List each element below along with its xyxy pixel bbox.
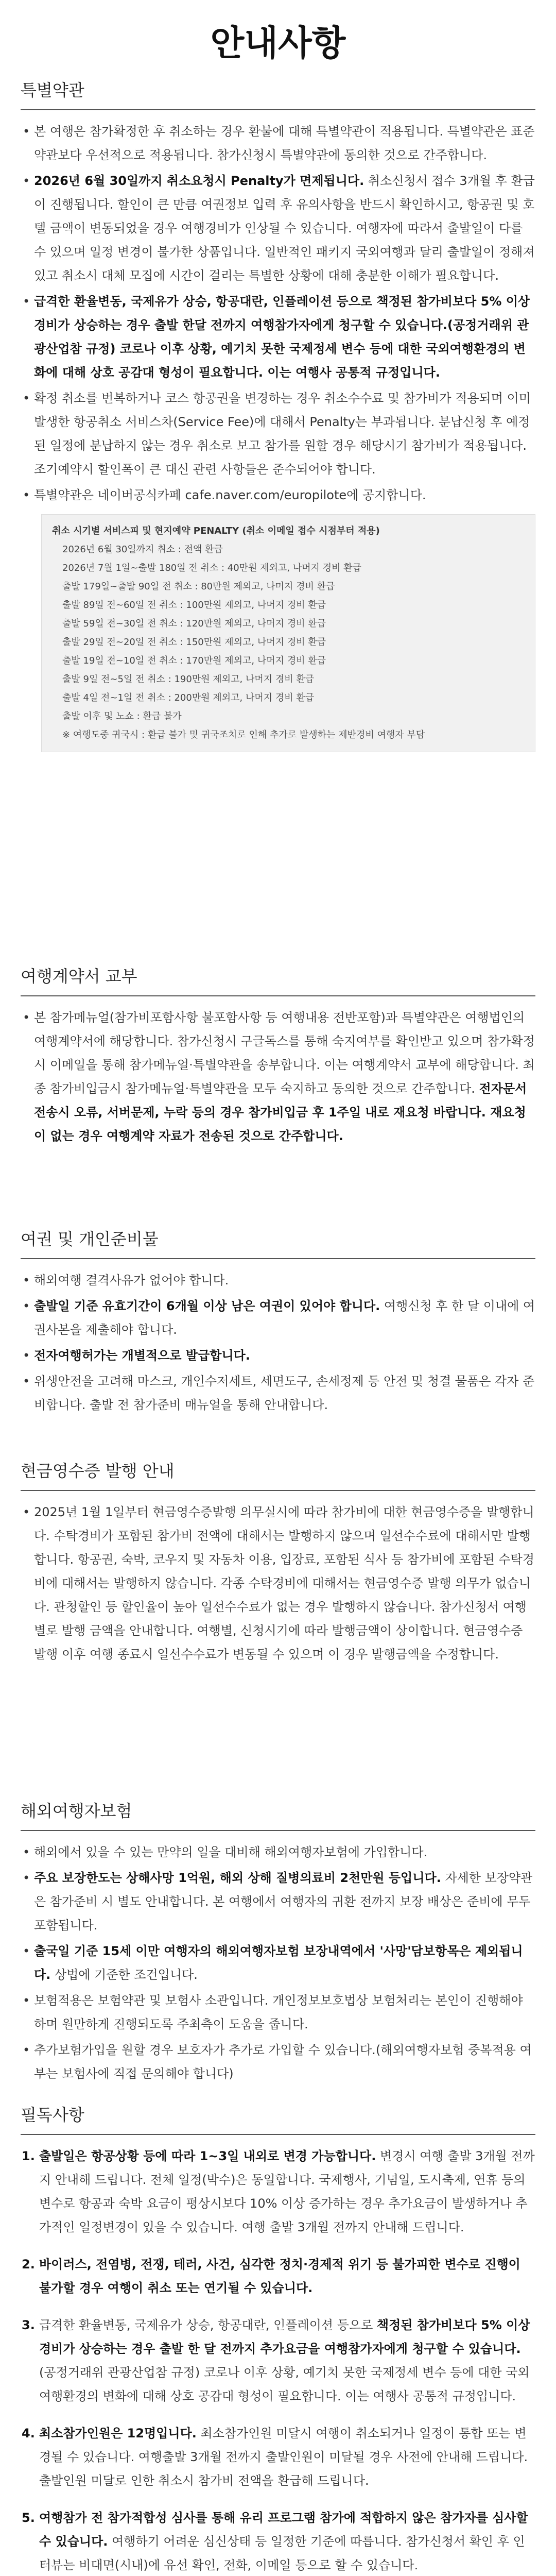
- required-item-post: 변경시 여행 출발 3개월 전까지 안내해 드립니다. 전체 일정(박수)은 동일합니다. 국제행사, 기념일, 도시축제, 연휴 등의 변수로 항공과 숙박 요금이 평상시보다 10% 이상 증가하는 경우 추가요금이 발생하거나 추가적인 일정변경이 있을 수 있습니다. 여행 출발 3개월 전까지 안내해 드립니다.: [39, 2149, 535, 2234]
- insurance-item: [34, 1939, 535, 1987]
- page-title: 안내사항: [210, 23, 346, 64]
- passport-item-bold: 전자여행허가는 개별적으로 발급합니다.: [34, 1348, 250, 1363]
- fee-table-row: 출발 4일 전~1일 전 취소 : 200만원 제외고, 나머지 경비 환급: [62, 692, 315, 703]
- required-item: [22, 2313, 535, 2408]
- passport-item-pre: 위생안전을 고려해 마스크, 개인수저세트, 세면도구, 손세정제 등 안전 및 청결 물품은 각자 준비합니다. 출발 전 참가준비 매뉴얼을 통해 안내합니다.: [34, 1374, 535, 1412]
- special-terms-item-pre: 본 여행은 참가확정한 후 취소하는 경우 환불에 대해 특별약관이 적용됩니다. 특별약관은 표준약관보다 우선적으로 적용됩니다. 참가신청시 특별약관에 동의한 것으로 간주합니다.: [34, 124, 535, 162]
- special-terms-item: [34, 120, 535, 167]
- insurance-list: [21, 1840, 535, 2086]
- section-required: [0, 2102, 556, 2576]
- fee-table-title: 취소 시기별 서비스피 및 현지예약 PENALTY (취소 이메일 접수 시점부터 적용): [52, 526, 380, 536]
- required-item-pre: 급격한 환율변동, 국제유가 상승, 항공대란, 인플레이션 등으로: [39, 2318, 377, 2332]
- required-divider: [21, 2134, 535, 2135]
- passport-item: [34, 1344, 535, 1367]
- passport-heading: 여권 및 개인준비물: [21, 1229, 159, 1249]
- contract-divider: [21, 995, 535, 996]
- fee-table-row: 출발 9일 전~5일 전 취소 : 190만원 제외고, 나머지 경비 환급: [62, 674, 315, 685]
- passport-item-bold: 출발일 기준 유효기간이 6개월 이상 남은 여권이 있어야 합니다.: [34, 1299, 380, 1313]
- required-item-bold: 출발일은 항공상황 등에 따라 1~3일 내외로 변경 가능합니다.: [39, 2149, 376, 2163]
- section-receipt: [0, 1458, 556, 1668]
- fee-table-box: [41, 514, 535, 752]
- insurance-item: [34, 1840, 535, 1864]
- receipt-item-pre: 2025년 1월 1일부터 현금영수증발행 의무실시에 따라 참가비에 대한 현금영수증을 발행합니다. 수탁경비가 포함된 참가비 전액에 대해서는 발행하지 않으며 일선수수료에 대해서만 발행합니다. 항공권, 숙박, 코우지 및 자동차 이용, 입장료, 포함된 식사 등 참가비에 포함된 수탁경비에 대해서는 발행하지 않습니다. 각종 수탁경비에 대해서는 현금영수증 발행 의무가 없습니다. 관청할인 등 할인율이 높아 일선수수료가 없는 경우 발행하지 않습니다. 참가신청서 여행별로 발행 금액을 안내합니다. 여행별, 신청시기에 따라 발행금액이 상이합니다. 현금영수증 발행 이후 여행 종료시 일선수수료가 변동될 수 있으며 이 경우 발행금액을 수정합니다.: [34, 1505, 534, 1662]
- passport-divider: [21, 1258, 535, 1259]
- fee-table-row: 2026년 6월 30일까지 취소 : 전액 환급: [62, 544, 223, 555]
- required-item-post: 여행하기 어려운 심신상태 등 일정한 기준에 따릅니다. 참가신청서 확인 후 인터뷰는 비대면(시내)에 유선 확인, 전화, 이메일 등으로 할 수 있습니다.: [39, 2534, 525, 2572]
- special-terms-item-post: 취소신청서 접수 3개월 후 환급이 진행됩니다. 할인이 큰 만큼 여권정보 입력 후 유의사항을 반드시 확인하시고, 항공권 및 호텔 금액이 변동되었을 경우 여행경비가 인상될 수 있습니다. 여행자에 따라서 출발일이 다를 수 있으며 일정 변경이 불가한 상품입니다. 일반적인 패키지 국외여행과 달리 출발일이 정해져 있고 취소시 대체 모집에 시간이 걸리는 특별한 상황에 대해 충분한 이해가 필요합니다.: [34, 174, 535, 283]
- contract-list: [21, 1006, 535, 1148]
- special-terms-item-bold: 급격한 환율변동, 국제유가 상승, 항공대란, 인플레이션 등으로 책정된 참가비보다 5% 이상 경비가 상승하는 경우 출발 한달 전까지 여행참가자에게 청구할 수 있습니다.(공정거래위 관광산업참 규정) 코로나 이후 상황, 예기치 못한 국제정세 변수 등에 대한 국외여행환경의 변화에 대해 상호 공감대 형성이 필요합니다. 이는 여행사 공통적 규정입니다.: [34, 294, 530, 380]
- required-item: [22, 2144, 535, 2239]
- special-terms-item: [34, 290, 535, 384]
- insurance-heading: 해외여행자보험: [21, 1801, 132, 1821]
- insurance-item: [34, 1866, 535, 1937]
- required-item: [22, 2506, 535, 2576]
- insurance-item-pre: 보험적용은 보험약관 및 보험사 소관입니다. 개인정보보호법상 보험처리는 본인이 진행해야 하며 원만하게 진행되도록 주최측이 도움을 줍니다.: [34, 1993, 523, 2031]
- special-terms-item: [34, 483, 535, 507]
- passport-list: [21, 1268, 535, 1417]
- insurance-item: [34, 1989, 535, 2036]
- special-terms-item: [34, 169, 535, 287]
- fee-table-row: 출발 이후 및 노쇼 : 환급 불가: [62, 711, 182, 722]
- required-item-bold: 바이러스, 전염병, 전쟁, 테러, 사건, 심각한 정치·경제적 위기 등 불가피한 변수로 진행이 불가할 경우 여행이 취소 또는 연기될 수 있습니다.: [39, 2257, 520, 2295]
- special-terms-item-pre: 확정 취소를 번복하거나 코스 항공권을 변경하는 경우 취소수수료 및 참가비가 적용되며 이미 발생한 항공취소 서비스차(Service Fee)에 대해서 Penalty는 부과됩니다. 분납신청 후 예정된 일정에 분납하지 않는 경우 취소로 보고 참가를 원할 경우 해당시기 참가비가 적용됩니다. 조기예약시 할인폭이 큰 대신 관련 사항들은 준수되어야 합니다.: [34, 391, 531, 477]
- section-contract: [0, 963, 556, 1150]
- fee-table-row: 출발 59일 전~30일 전 취소 : 120만원 제외고, 나머지 경비 환급: [62, 618, 326, 629]
- required-item-post: (공정거래위 관광산업참 규정) 코로나 이후 상황, 예기치 못한 국제정세 변수 등에 대한 국외여행환경의 변화에 대해 상호 공감대 형성이 필요합니다. 이는 여행사 공통적 규정입니다.: [39, 2365, 530, 2403]
- required-item-bold: 여행참가 전 참가적합성 심사를 통해 유리 프로그램 참가에 적합하지 않은 참가자를 심사할 수 있습니다.: [39, 2511, 528, 2549]
- fee-table-row: 2026년 7월 1일~출발 180일 전 취소 : 40만원 제외고, 나머지 경비 환급: [62, 563, 361, 573]
- special-terms-divider: [21, 109, 535, 110]
- required-item-number: 1.: [22, 2149, 35, 2163]
- fee-table-row: 출발 89일 전~60일 전 취소 : 100만원 제외고, 나머지 경비 환급: [62, 600, 326, 611]
- contract-item-bold: 전자문서 전송시 오류, 서버문제, 누락 등의 경우 참가비입금 후 1주일 내로 재요청 바랍니다. 재요청이 없는 경우 여행계약 자료가 전송된 것으로 간주합니다.: [34, 1081, 527, 1143]
- passport-item: [34, 1369, 535, 1417]
- special-terms-item-pre: 특별약관은 네이버공식카페 cafe.naver.com/europilote에 공지합니다.: [34, 488, 426, 502]
- required-item-number: 3.: [22, 2318, 35, 2332]
- fee-table-row: 출발 19일 전~10일 전 취소 : 170만원 제외고, 나머지 경비 환급: [62, 655, 326, 666]
- passport-item: [34, 1294, 535, 1342]
- required-item: [22, 2421, 535, 2493]
- fee-table-row: 출발 29일 전~20일 전 취소 : 150만원 제외고, 나머지 경비 환급: [62, 637, 326, 648]
- section-insurance: [0, 1798, 556, 2088]
- contract-item-pre: 본 참가메뉴얼(참가비포함사항 불포함사항 등 여행내용 전반포함)과 특별약관은 여행법인의 여행계약서에 해당합니다. 참가신청시 구글독스를 통해 숙지여부를 확인받고 있으며 참가확정시 이메일을 통해 참가메뉴얼·특별약관을 송부합니다. 이는 여행계약서 교부에 해당합니다. 최종 참가비입금시 참가메뉴얼·특별약관을 모두 숙지하고 동의한 것으로 간주합니다.: [34, 1010, 535, 1096]
- fee-table-rows: [52, 540, 525, 744]
- special-terms-item-bold: 2026년 6월 30일까지 취소요청시 Penalty가 면제됩니다.: [34, 174, 364, 188]
- required-item-bold: 최소참가인원은 12명입니다.: [39, 2426, 197, 2441]
- special-terms-item: [34, 386, 535, 481]
- required-item: [22, 2252, 535, 2300]
- insurance-item-pre: 해외에서 있을 수 있는 만약의 일을 대비해 해외여행자보험에 가입합니다.: [34, 1845, 428, 1859]
- receipt-heading: 현금영수증 발행 안내: [21, 1461, 175, 1481]
- receipt-divider: [21, 1490, 535, 1491]
- insurance-item-pre: 추가보험가입을 원할 경우 보호자가 추가로 가입할 수 있습니다.(해외여행자보험 중복적용 여부는 보험사에 직접 문의해야 합니다): [34, 2043, 532, 2081]
- section-passport: [0, 1226, 556, 1419]
- receipt-list: [21, 1500, 535, 1666]
- special-terms-list: [21, 120, 535, 507]
- required-item-number: 2.: [22, 2257, 35, 2272]
- insurance-divider: [21, 1830, 535, 1831]
- contract-item: [34, 1006, 535, 1148]
- required-item-number: 4.: [22, 2426, 35, 2441]
- fee-table-row: ※ 여행도중 귀국시 : 환급 불가 및 귀국조치로 인해 추가로 발생하는 제반경비 여행자 부담: [62, 730, 425, 740]
- insurance-item-bold: 주요 보장한도는 상해사망 1억원, 해외 상해 질병의료비 2천만원 등입니다.: [34, 1871, 441, 1885]
- passport-item-post: 여행신청 후 한 달 이내에 여권사본을 제출해야 합니다.: [34, 1299, 535, 1337]
- receipt-item: [34, 1500, 535, 1666]
- fee-table-row: 출발 179일~출발 90일 전 취소 : 80만원 제외고, 나머지 경비 환급: [62, 581, 335, 592]
- contract-heading: 여행계약서 교부: [21, 967, 137, 986]
- insurance-item-bold: 출국일 기준 15세 이만 여행자의 해외여행자보험 보장내역에서 '사망'담보항목은 제외됩니다.: [34, 1944, 523, 1982]
- special-terms-heading: 특별약관: [21, 80, 84, 100]
- required-item-bold: 책정된 참가비보다 5% 이상 경비가 상승하는 경우 출발 한 달 전까지 추가요금을 여행참가자에게 청구할 수 있습니다.: [39, 2318, 530, 2356]
- insurance-item-post: 상법에 기준한 조건입니다.: [50, 1968, 198, 1982]
- section-special-terms: [0, 77, 556, 752]
- required-item-post: 최소참가인원 미달시 여행이 취소되거나 일정이 통합 또는 변경될 수 있습니다. 여행출발 3개월 전까지 출발인원이 미달될 경우 사전에 안내해 드립니다. 출발인원 미달로 인한 취소시 참가비 전액을 환급해 드립니다.: [39, 2426, 528, 2488]
- insurance-item-post: 자세한 보장약관은 참가준비 시 별도 안내합니다. 본 여행에서 여행자의 귀환 전까지 보장 배상은 준비에 무두 포함됩니다.: [34, 1871, 533, 1933]
- required-list: [21, 2144, 535, 2576]
- passport-item: [34, 1268, 535, 1292]
- required-item-number: 5.: [22, 2511, 35, 2525]
- insurance-item: [34, 2038, 535, 2086]
- required-heading: 필독사항: [21, 2105, 84, 2125]
- passport-item-pre: 해외여행 결격사유가 없어야 합니다.: [34, 1273, 229, 1287]
